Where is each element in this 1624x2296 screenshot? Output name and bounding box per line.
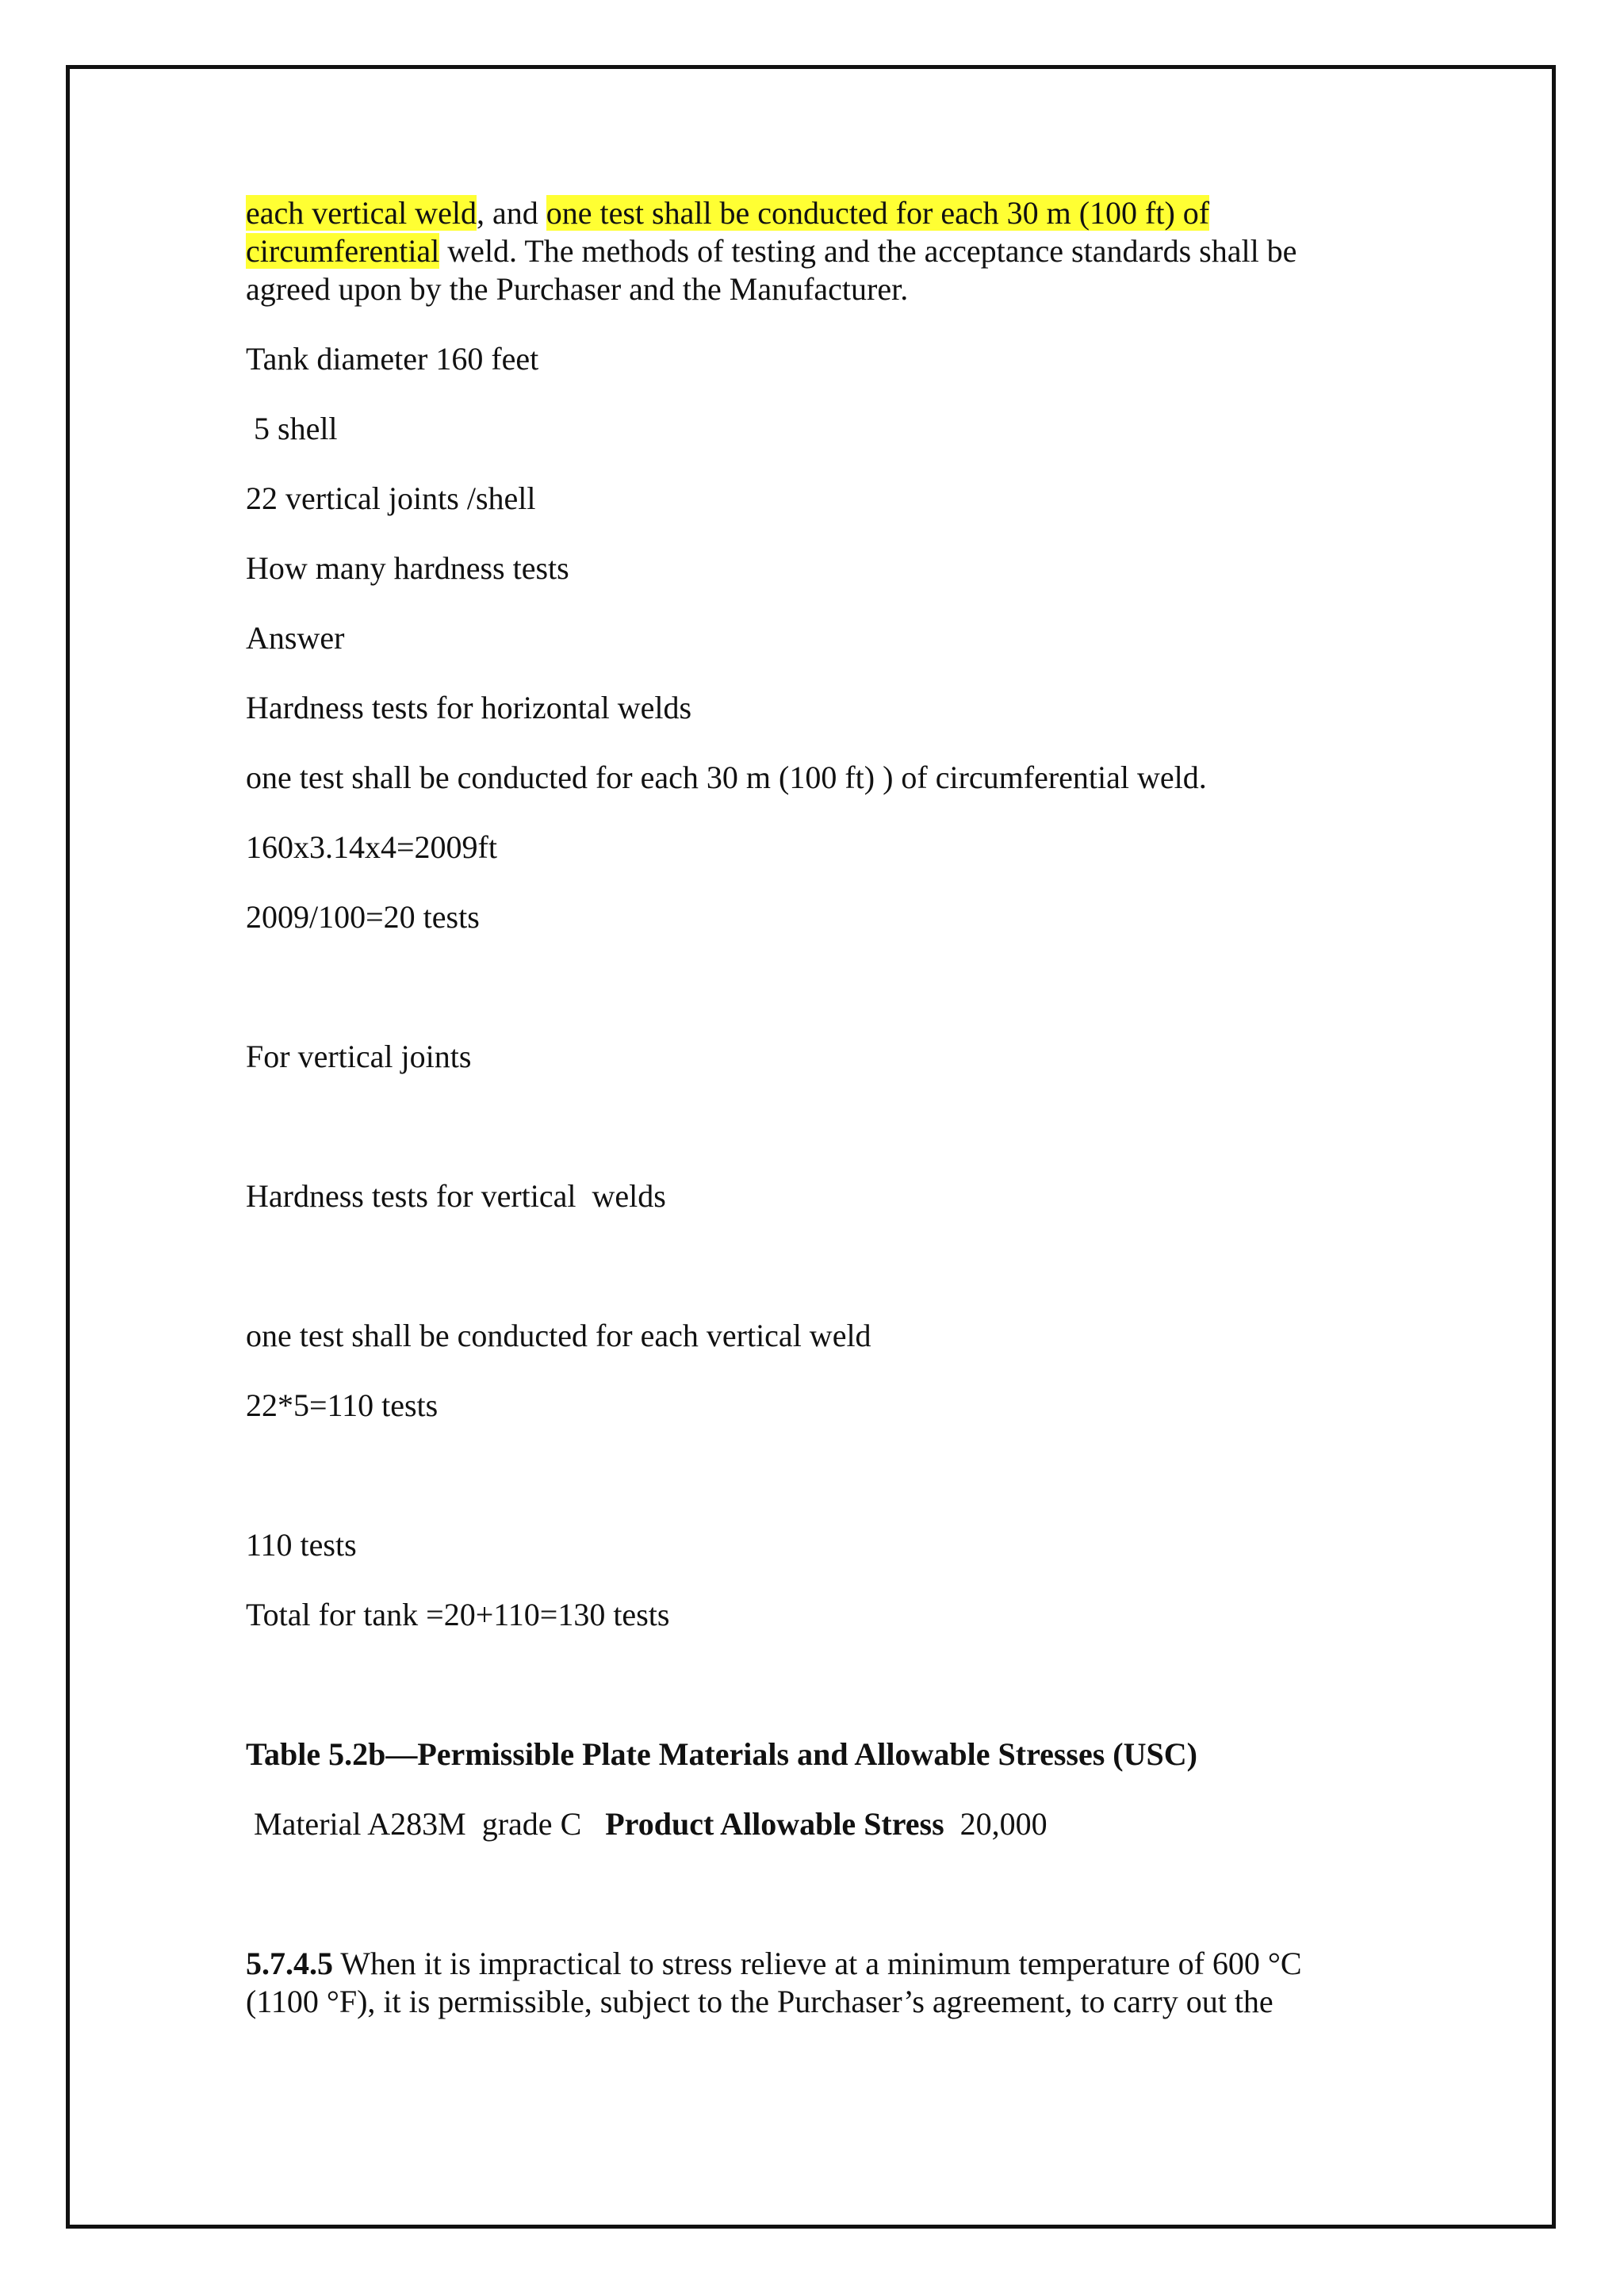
circumference-calculation: 160x3.14x4=2009ft	[246, 829, 497, 865]
horizontal-welds-rule: one test shall be conducted for each 30 m (100 ft) ) of circumferential weld.	[246, 760, 1207, 795]
material-text: Material A283M grade C	[246, 1806, 606, 1842]
clause-text: When it is impractical to stress relieve at a minimum temperature of 600 °C	[333, 1946, 1302, 1981]
tank-diameter-line: Tank diameter 160 feet	[246, 341, 539, 377]
intro-text: agreed upon by the Purchaser and the Manufacturer.	[246, 271, 909, 307]
highlighted-text: each vertical weld	[246, 195, 477, 231]
clause-number: 5.7.4.5	[246, 1946, 333, 1981]
vertical-tests-total: 110 tests	[246, 1527, 357, 1563]
material-line	[246, 1805, 1372, 1843]
vertical-joints-line: 22 vertical joints /shell	[246, 480, 536, 516]
intro-text: weld. The methods of testing and the acceptance standards shall be	[439, 233, 1297, 269]
vertical-welds-subheading: Hardness tests for vertical welds	[246, 1178, 666, 1214]
highlighted-text: one test shall be conducted for each 30 m (100 ft) of	[546, 195, 1210, 231]
intro-paragraph	[246, 194, 1372, 308]
vertical-welds-rule: one test shall be conducted for each vertical weld	[246, 1318, 871, 1353]
vertical-tests-calculation: 22*5=110 tests	[246, 1387, 439, 1423]
stress-value: 20,000	[944, 1806, 1048, 1842]
answer-label: Answer	[246, 620, 345, 656]
table-title: Table 5.2b—Permissible Plate Materials and Allowable Stresses (USC)	[246, 1736, 1197, 1772]
horizontal-welds-heading: Hardness tests for horizontal welds	[246, 690, 692, 725]
vertical-joints-heading: For vertical joints	[246, 1039, 472, 1074]
intro-text: , and	[476, 195, 546, 231]
horizontal-tests-calculation: 2009/100=20 tests	[246, 899, 480, 935]
shell-count-line: 5 shell	[246, 411, 338, 446]
highlighted-text: circumferential	[246, 233, 440, 269]
tank-total-line: Total for tank =20+110=130 tests	[246, 1597, 670, 1632]
question-line: How many hardness tests	[246, 550, 569, 586]
stress-label: Product Allowable Stress	[605, 1806, 944, 1842]
clause-paragraph	[246, 1945, 1372, 2021]
document-body	[246, 194, 1372, 2021]
clause-text: (1100 °F), it is permissible, subject to the Purchaser’s agreement, to carry out the	[246, 1984, 1274, 2019]
